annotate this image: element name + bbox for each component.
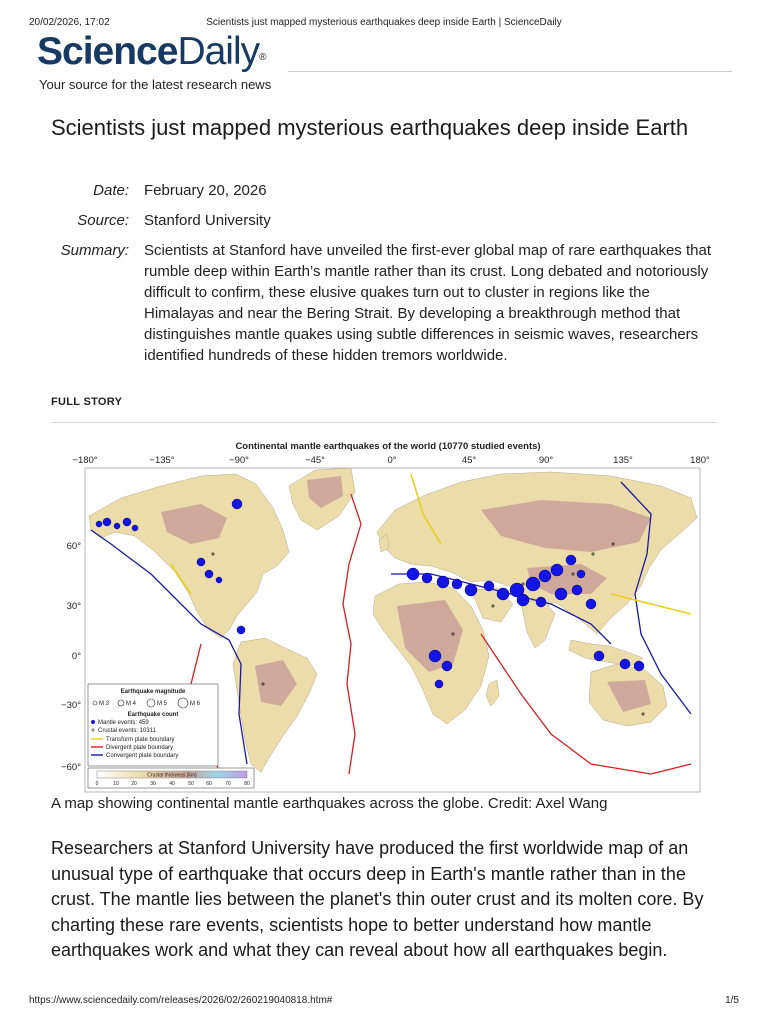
legend-divergent: Divergent plate boundary	[106, 745, 174, 751]
legend-count-heading: Earthquake count	[127, 712, 179, 718]
legend-m6: M 6	[190, 701, 201, 707]
meta-summary-row	[50, 240, 730, 370]
meta-source-row	[50, 210, 730, 232]
print-datetime: 20/02/2026, 17:02	[29, 17, 110, 28]
meta-date-row	[50, 180, 730, 202]
legend-crustal-events: Crustal events: 10311	[98, 728, 156, 734]
site-tagline: Your source for the latest research news	[39, 77, 272, 92]
mantle-event	[132, 525, 138, 531]
thickness-tick: 50	[188, 781, 194, 787]
lon-tick: −90°	[229, 455, 249, 466]
legend-m3: M 3	[99, 701, 110, 707]
mantle-event	[103, 518, 111, 526]
mantle-event	[465, 584, 477, 596]
lat-tick: −30°	[61, 700, 81, 711]
logo-science: Science	[37, 30, 178, 73]
print-header	[29, 17, 739, 31]
thickness-tick: 20	[131, 781, 137, 787]
full-story-label: FULL STORY	[51, 396, 123, 408]
meta-date-value: February 20, 2026	[144, 182, 267, 199]
mantle-event	[551, 564, 563, 576]
legend-mantle-events: Mantle events: 459	[98, 720, 149, 726]
mantle-event	[526, 577, 540, 591]
mantle-event	[216, 577, 222, 583]
thickness-tick: 0	[95, 781, 99, 787]
lat-tick-labels	[61, 541, 81, 773]
lat-tick: −60°	[61, 762, 81, 773]
meta-source-value: Stanford University	[144, 212, 271, 229]
mantle-event	[429, 650, 441, 662]
legend-convergent: Convergent plate boundary	[106, 753, 179, 759]
logo-daily: Daily	[177, 30, 260, 73]
thickness-tick: 30	[150, 781, 156, 787]
print-footer	[29, 995, 739, 1009]
legend-mantle-marker	[91, 720, 95, 724]
lon-tick-labels	[72, 455, 710, 466]
article-title: Scientists just mapped mysterious earthquakes deep inside Earth	[51, 115, 689, 140]
thickness-heading: Crustal thickness (km)	[147, 772, 197, 779]
mantle-event	[237, 626, 245, 634]
mantle-event	[205, 570, 213, 578]
mantle-event	[586, 599, 596, 609]
thickness-tick: 10	[113, 781, 119, 787]
mantle-event	[555, 588, 567, 600]
lat-tick: 30°	[66, 601, 81, 612]
lon-tick: 135°	[613, 455, 633, 466]
lat-tick: 0°	[71, 651, 81, 662]
meta-date-label: Date:	[93, 182, 129, 199]
mantle-event	[517, 594, 529, 606]
mantle-event	[484, 581, 494, 591]
mantle-event	[435, 680, 443, 688]
meta-summary-label: Summary:	[60, 242, 129, 259]
mantle-earthquake-map	[51, 434, 721, 794]
mantle-event	[407, 568, 419, 580]
lon-tick: 45°	[461, 455, 477, 466]
mantle-event	[497, 588, 509, 600]
mantle-event	[442, 661, 452, 671]
meta-summary-value: Scientists at Stanford have unveiled the first-ever global map of rare earthquakes that rumble deep within Earth’s mantle rather than its crust. Long debated and notoriously difficult to confirm, these elusive quakes turn out to cluster in regions like the Himalayas and near the Bering Strait. By developing a breakthrough method that distinguishes mantle quakes using subtle differences in seismic waves, researchers identified hundreds of these hidden tremors worldwide.	[144, 242, 711, 364]
legend-magnitude-heading: Earthquake magnitude	[120, 689, 186, 695]
header-divider	[288, 71, 732, 72]
article-body-paragraph: Researchers at Stanford University have produced the first worldwide map of an unusual type of earthquake that occurs deep in Earth's mantle rather than in the crust. The mantle lies between the planet's thin outer crust and its molten core. By charting these rare events, scientists hope to better understand how mantle earthquakes work and what they can reveal about how all earthquakes begin.	[51, 838, 704, 960]
mantle-event	[123, 518, 131, 526]
figure-caption: A map showing continental mantle earthquakes across the globe. Credit: Axel Wang	[51, 795, 608, 812]
lon-tick: 90°	[538, 455, 554, 466]
thickness-tick: 60	[206, 781, 212, 787]
mantle-event	[96, 521, 102, 527]
lon-tick: 0°	[387, 455, 397, 466]
mantle-event	[566, 555, 576, 565]
map-title: Continental mantle earthquakes of the world (10770 studied events)	[235, 441, 541, 452]
mantle-event	[634, 661, 644, 671]
lon-tick: 180°	[690, 455, 710, 466]
legend-m5: M 5	[157, 701, 168, 707]
site-logo[interactable]	[37, 32, 266, 72]
mantle-event	[422, 573, 432, 583]
mantle-event	[114, 523, 120, 529]
lat-tick: 60°	[66, 541, 81, 552]
meta-source-label: Source:	[77, 212, 129, 229]
thickness-tick: 70	[225, 781, 231, 787]
thickness-tick: 80	[244, 781, 250, 787]
mantle-event	[536, 597, 546, 607]
map-figure	[51, 434, 721, 794]
mantle-event	[594, 651, 604, 661]
lon-tick: −135°	[149, 455, 175, 466]
mantle-event	[197, 558, 205, 566]
print-url: https://www.sciencedaily.com/releases/2026/02/260219040818.htm#	[29, 995, 333, 1006]
lon-tick: −180°	[72, 455, 98, 466]
thickness-ticks	[96, 781, 250, 787]
print-page-title: Scientists just mapped mysterious earthquakes deep inside Earth | ScienceDaily	[206, 17, 562, 28]
mantle-event	[539, 570, 551, 582]
mantle-event	[572, 585, 582, 595]
mantle-event	[452, 579, 462, 589]
logo-registered-mark: ®	[259, 52, 266, 63]
story-divider	[51, 422, 717, 423]
legend-transform: Transform plate boundary	[106, 737, 175, 743]
mantle-event	[232, 499, 242, 509]
mantle-event	[577, 570, 585, 578]
mantle-event	[620, 659, 630, 669]
print-page-number: 1/5	[725, 995, 739, 1006]
mantle-event	[437, 576, 449, 588]
legend-m4: M 4	[126, 701, 137, 707]
lon-tick: −45°	[305, 455, 325, 466]
thickness-tick: 40	[169, 781, 175, 787]
